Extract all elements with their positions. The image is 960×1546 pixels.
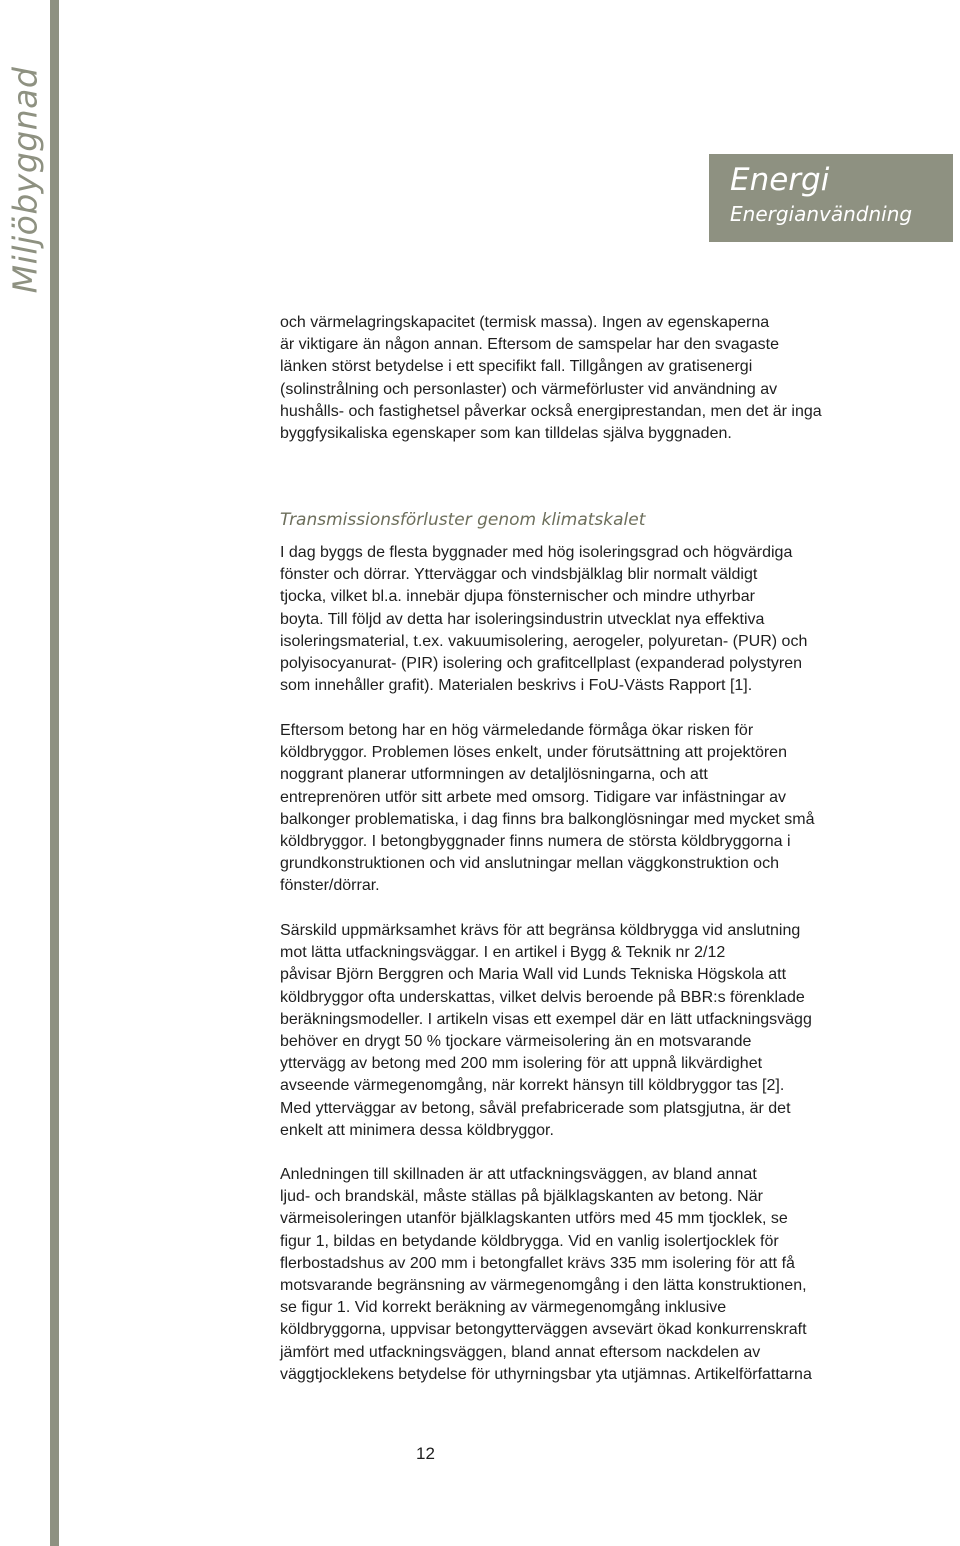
text-line: fönster och dörrar. Ytterväggar och vindsbjälklag blir normalt väldigt <box>280 566 758 584</box>
text-line: länken störst betydelse i ett specifikt fall. Tillgången av gratisenergi <box>280 358 753 376</box>
sidebar-title-container <box>0 0 50 330</box>
text-line: tjocka, vilket bl.a. innebär djupa fönsternischer och mindre uthyrbar <box>280 588 755 606</box>
text-line: yttervägg av betong med 200 mm isolering för att uppnå likvärdighet <box>280 1055 763 1073</box>
text-line: påvisar Björn Berggren och Maria Wall vid Lunds Tekniska Högskola att <box>280 966 787 984</box>
text-line: som innehåller grafit). Materialen beskrivs i FoU-Västs Rapport [1]. <box>280 677 753 695</box>
header-subtitle: Energianvändning <box>730 202 913 226</box>
sidebar-title: Miljöbyggnad <box>5 66 45 294</box>
paragraph-thermal-bridges <box>280 720 815 898</box>
text-line: jämfört med utfackningsväggen, bland annat eftersom nackdelen av <box>280 1343 761 1361</box>
page-number: 12 <box>416 1444 435 1463</box>
paragraph-light-walls <box>280 920 812 1142</box>
text-line: balkonger problematiska, i dag finns bra balkonglösningar med mycket små <box>280 810 815 828</box>
text-line: köldbryggor. I betongbyggnader finns numera de största köldbryggorna i <box>280 833 791 851</box>
text-line: väggtjocklekens betydelse för uthyrningsbar yta utjämnas. Artikelförfattarna <box>280 1365 812 1383</box>
text-line: värmeisoleringen utanför bjälklagskanten utförs med 45 mm tjocklek, se <box>280 1210 788 1228</box>
text-line: beräkningsmodeller. I artikeln visas ett exempel där en lätt utfackningsvägg <box>280 1010 812 1028</box>
paragraph-comparison <box>280 1164 812 1386</box>
text-line: polyisocyanurat- (PIR) isolering och grafitcellplast (expanderad polystyren <box>280 655 803 673</box>
text-line: figur 1, bildas en betydande köldbrygga. Vid en vanlig isolertjocklek för <box>280 1232 779 1250</box>
text-line: Anledningen till skillnaden är att utfackningsväggen, av bland annat <box>280 1166 757 1183</box>
text-line: grundkonstruktionen och vid anslutningar mellan väggkonstruktion och <box>280 855 779 873</box>
text-line: köldbryggor. Problemen löses enkelt, under förutsättning att projektören <box>280 744 787 762</box>
text-line: mot lätta utfackningsväggar. I en artikel i Bygg & Teknik nr 2/12 <box>280 944 726 962</box>
text-line: avseende värmegenomgång, när korrekt hänsyn till köldbryggor tas [2]. <box>280 1077 785 1095</box>
text-line: isoleringsmaterial, t.ex. vakuumisolering, aerogeler, polyuretan- (PUR) och <box>280 632 808 650</box>
text-line: entreprenören utför sitt arbete med omsorg. Tidigare var infästningar av <box>280 788 787 806</box>
text-line: Särskild uppmärksamhet krävs för att begränsa köldbrygga vid anslutning <box>280 922 801 939</box>
text-line: boyta. Till följd av detta har isoleringsindustrin utvecklat nya effektiva <box>280 610 765 628</box>
paragraph-intro <box>280 312 822 445</box>
header-title: Energi <box>730 162 830 198</box>
text-line: motsvarande begränsning av värmegenomgång i den lätta konstruktionen, <box>280 1277 807 1295</box>
text-line: Med ytterväggar av betong, såväl prefabricerade som platsgjutna, är det <box>280 1099 791 1117</box>
text-line: flerbostadshus av 200 mm i betongfallet krävs 335 mm isolering för att få <box>280 1254 795 1272</box>
text-line: och värmelagringskapacitet (termisk massa). Ingen av egenskaperna <box>280 314 770 331</box>
text-line: (solinstrålning och personlaster) och värmeförluster vid användning av <box>280 380 778 398</box>
text-line: fönster/dörrar. <box>280 877 380 895</box>
text-line: behöver en drygt 50 % tjockare värmeisolering än en motsvarande <box>280 1033 752 1051</box>
sidebar-stripe <box>50 0 59 1546</box>
paragraph-insulation <box>280 542 807 697</box>
text-line: köldbryggor ofta underskattas, vilket delvis beroende på BBR:s förenklade <box>280 988 805 1006</box>
text-line: ljud- och brandskäl, måste ställas på bjälklagskanten av betong. När <box>280 1188 763 1206</box>
section-header <box>709 154 953 242</box>
section-heading: Transmissionsförluster genom klimatskalet <box>280 510 646 530</box>
text-line: enkelt att minimera dessa köldbryggor. <box>280 1121 554 1139</box>
text-line: noggrant planerar utformningen av detaljlösningarna, och att <box>280 766 708 784</box>
text-line: köldbryggorna, uppvisar betongytterväggen avsevärt ökad konkurrenskraft <box>280 1321 807 1339</box>
text-line: se figur 1. Vid korrekt beräkning av värmegenomgång inklusive <box>280 1299 727 1317</box>
text-line: hushålls- och fastighetsel påverkar också energiprestandan, men det är inga <box>280 402 822 420</box>
text-line: I dag byggs de flesta byggnader med hög isoleringsgrad och högvärdiga <box>280 544 793 561</box>
text-line: byggfysikaliska egenskaper som kan tilldelas själva byggnaden. <box>280 425 732 443</box>
text-line: är viktigare än någon annan. Eftersom de samspelar har den svagaste <box>280 336 779 354</box>
text-line: Eftersom betong har en hög värmeledande förmåga ökar risken för <box>280 722 754 739</box>
